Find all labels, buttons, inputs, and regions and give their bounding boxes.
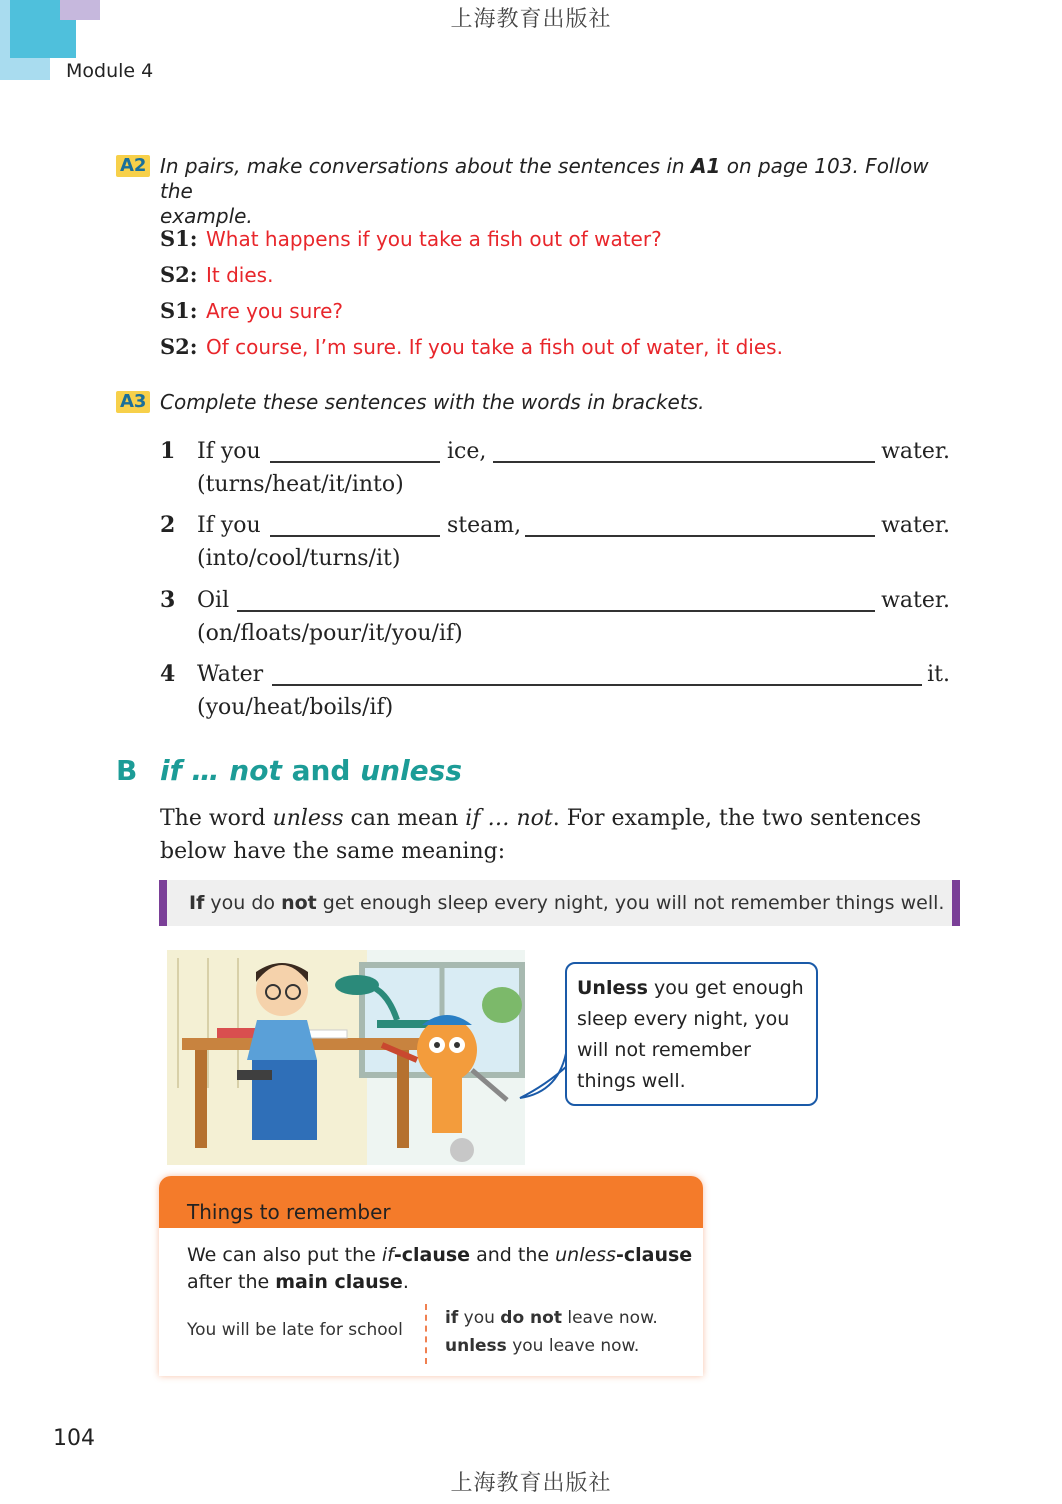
publisher-watermark-bottom: 上海教育出版社 [450,1471,612,1496]
answer-blank[interactable] [272,684,922,686]
things-to-remember-box [159,1176,703,1376]
student-robot-illustration [167,950,525,1165]
dashed-divider [425,1304,427,1364]
speech-bubble: Unless you get enough sleep every night, you will not remember things well. [565,962,818,1106]
answer-blank[interactable] [525,535,875,537]
publisher-watermark-top: 上海教育出版社 [450,7,612,32]
conversation-line: S1: Are you sure? [160,298,344,323]
a2-instruction: In pairs, make conversations about the sentences in A1 on page 103. Follow the example. [160,154,929,228]
answer-blank[interactable] [270,535,440,537]
remember-title: Things to remember [159,1176,703,1228]
remember-clause-examples: if you do not leave now. unless you leave now. [445,1308,658,1356]
answer-blank[interactable] [270,461,440,463]
section-b-heading: B if … not and unless [116,754,463,787]
page-number: 104 [53,1426,95,1451]
answer-blank[interactable] [237,610,875,612]
remember-main-clause-example: You will be late for school [187,1320,403,1340]
example-sentence-box: If you do not get enough sleep every night, you will not remember things well. [159,880,960,926]
remember-body: We can also put the if-clause and the unless-clause after the main clause. [187,1244,693,1293]
conversation-line: S2: It dies. [160,262,274,287]
exercise-tag-a3: A3 [116,391,150,413]
conversation-line: S1: What happens if you take a fish out of water? [160,226,662,251]
speech-bubble-tail [518,1040,570,1102]
module-label: Module 4 [66,60,154,82]
exercise-tag-a2: A2 [116,155,150,177]
a3-instruction: Complete these sentences with the words in brackets. [160,390,705,414]
conversation-line: S2: Of course, I’m sure. If you take a fish out of water, it dies. [160,334,783,359]
section-b-paragraph: The word unless can mean if … not. For example, the two sentences below have the same meaning: [160,806,922,864]
answer-blank[interactable] [493,461,875,463]
